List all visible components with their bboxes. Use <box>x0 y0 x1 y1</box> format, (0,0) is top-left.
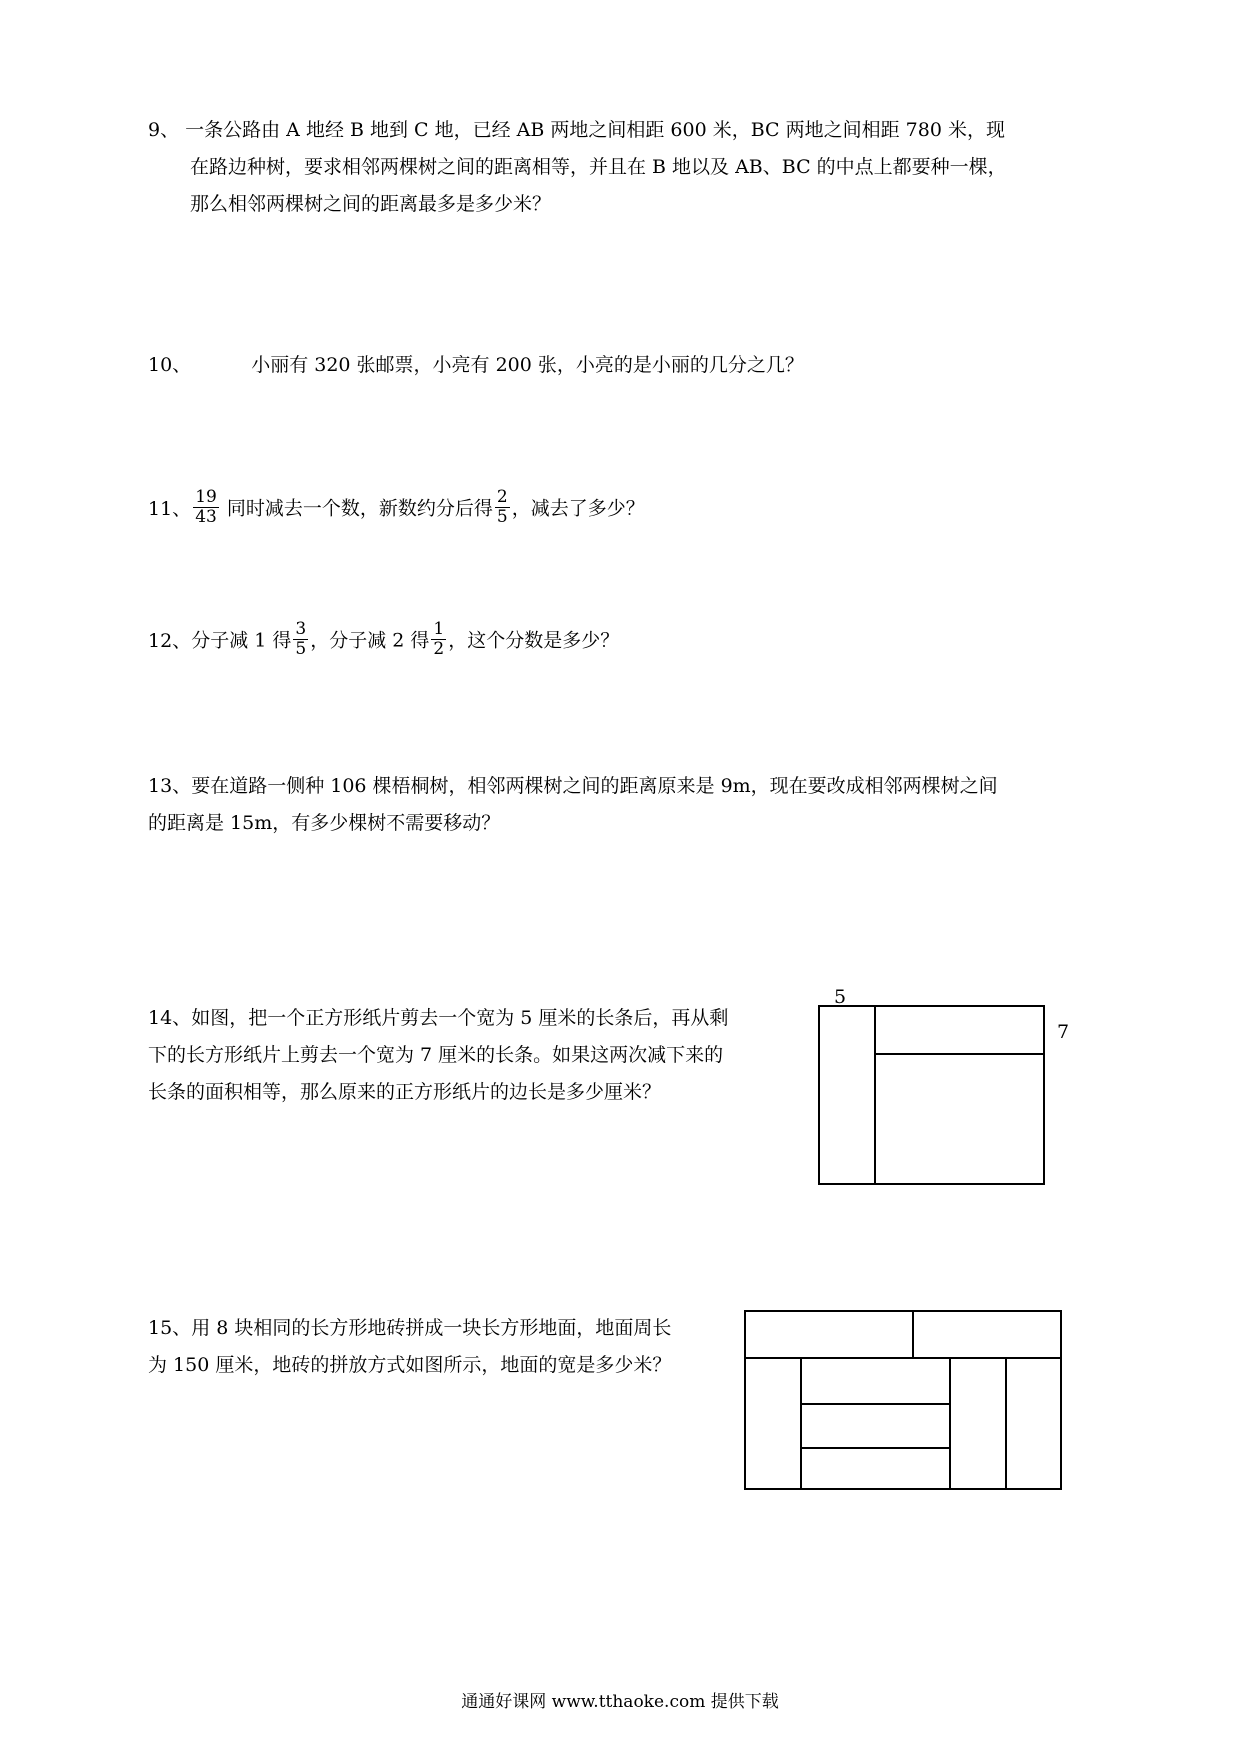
problem-12 <box>148 619 620 661</box>
label-5: 5 <box>834 986 847 1008</box>
problem-number: 9、 <box>148 119 180 141</box>
fraction-3-5: $\frac{3}{5}$ <box>295 619 307 659</box>
problem-number: 15、 <box>148 1317 192 1339</box>
problem-text-line: 一条公路由 A 地经 B 地到 C 地，已经 AB 两地之间相距 600 米，BC 两地之间相距 780 米，现 <box>185 119 1005 141</box>
tile <box>744 1310 914 1359</box>
problem-number: 13、 <box>148 775 192 797</box>
problem-text-line: 在路边种树，要求相邻两棵树之间的距离相等，并且在 B 地以及 AB、BC 的中点上都要种一棵， <box>190 156 1007 178</box>
tile <box>800 1403 951 1449</box>
problem-number: 11、 <box>148 497 192 520</box>
problem-text-line: 下的长方形纸片上剪去一个宽为 7 厘米的长条。如果这两次减下来的 <box>148 1044 724 1066</box>
fraction-2-5: $\frac{2}{5}$ <box>496 487 508 527</box>
tile <box>800 1447 951 1490</box>
label-7: 7 <box>1057 1021 1070 1043</box>
problem-text-line: 的距离是 15m，有多少棵树不需要移动？ <box>148 812 501 834</box>
top-strip <box>874 1005 1045 1055</box>
problem-text: ，分子减 2 得 <box>310 629 430 652</box>
tile <box>744 1357 802 1490</box>
fraction-19-43: $\frac{19}{43}$ <box>195 487 217 527</box>
fraction-1-2: $\frac{1}{2}$ <box>433 619 445 659</box>
tile <box>1005 1357 1062 1490</box>
problem-text-line: 如图，把一个正方形纸片剪去一个宽为 5 厘米的长条后，再从剩 <box>191 1007 729 1029</box>
problem-11 <box>148 487 645 529</box>
problem-text-line: 那么相邻两棵树之间的距离最多是多少米？ <box>190 193 552 215</box>
problem-15 <box>148 1310 671 1384</box>
problem-text: 分子减 1 得 <box>191 629 292 652</box>
problem-13 <box>148 768 998 842</box>
problem-text-line: 用 8 块相同的长方形地砖拼成一块长方形地面，地面周长 <box>191 1317 672 1339</box>
problem-text-line: 长条的面积相等，那么原来的正方形纸片的边长是多少厘米？ <box>148 1081 662 1103</box>
tile <box>912 1310 1062 1359</box>
figure-tile-floor <box>744 1310 1062 1490</box>
problem-10 <box>148 347 804 384</box>
problem-9 <box>148 112 1007 223</box>
problem-number: 12、 <box>148 629 192 652</box>
figure-square-cut <box>818 1005 1045 1185</box>
page-footer: 通通好课网 www.tthaoke.com 提供下载 <box>461 1692 779 1712</box>
problem-number: 10、 <box>148 354 192 376</box>
problem-14 <box>148 1000 728 1111</box>
problem-text: 同时减去一个数，新数约分后得 <box>220 497 493 520</box>
problem-text-line: 为 150 厘米，地砖的拼放方式如图所示，地面的宽是多少米？ <box>148 1354 672 1376</box>
problem-number: 14、 <box>148 1007 192 1029</box>
left-strip <box>818 1005 876 1185</box>
problem-text-line: 要在道路一侧种 106 棵梧桐树，相邻两棵树之间的距离原来是 9m，现在要改成相邻两棵树之间 <box>191 775 998 797</box>
problem-text: 小丽有 320 张邮票，小亮有 200 张，小亮的是小丽的几分之几？ <box>251 354 804 376</box>
tile <box>800 1357 951 1405</box>
tile <box>949 1357 1007 1490</box>
problem-text: ，减去了多少？ <box>511 497 645 520</box>
problem-text: ，这个分数是多少？ <box>448 629 620 652</box>
